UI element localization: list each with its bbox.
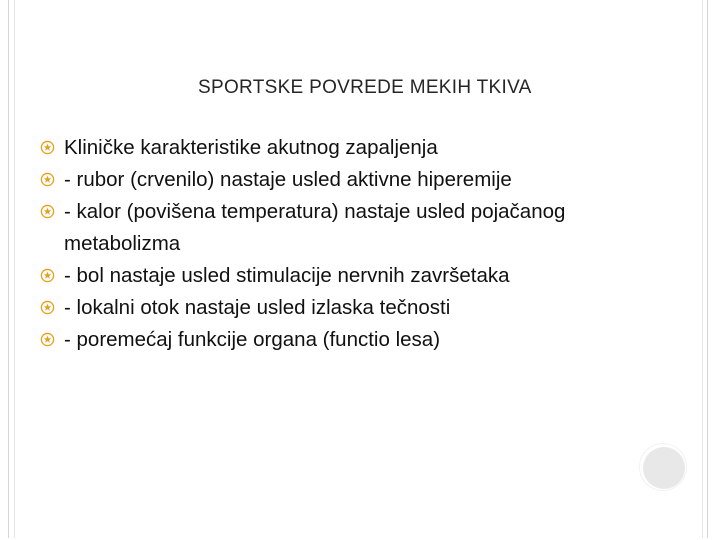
circle-star-bullet-icon — [40, 172, 55, 187]
circle-star-bullet-icon — [40, 332, 55, 347]
bullet-item — [40, 324, 680, 356]
circle-star-bullet-icon — [40, 268, 55, 283]
bullet-text: - bol nastaje usled stimulacije nervnih završetaka — [64, 264, 510, 287]
bullet-text: - kalor (povišena temperatura) nastaje usled pojačanog metabolizma — [64, 200, 566, 255]
slide-title: SPORTSKE POVREDE MEKIH TKIVA — [198, 77, 532, 98]
bullet-text: - poremećaj funkcije organa (functio lesa) — [64, 328, 441, 351]
bullet-item — [40, 260, 680, 292]
bullet-item — [40, 132, 680, 164]
corner-decoration-circle — [643, 447, 685, 489]
bullet-text: Kliničke karakteristike akutnog zapaljenja — [64, 136, 438, 159]
bullet-item — [40, 292, 680, 324]
bullet-text: - lokalni otok nastaje usled izlaska tečnosti — [64, 296, 451, 319]
bullet-list — [40, 132, 680, 356]
circle-star-bullet-icon — [40, 300, 55, 315]
bullet-item — [40, 196, 680, 260]
bullet-text: - rubor (crvenilo) nastaje usled aktivne hiperemije — [64, 168, 512, 191]
bullet-item — [40, 164, 680, 196]
circle-star-bullet-icon — [40, 204, 55, 219]
circle-star-bullet-icon — [40, 140, 55, 155]
